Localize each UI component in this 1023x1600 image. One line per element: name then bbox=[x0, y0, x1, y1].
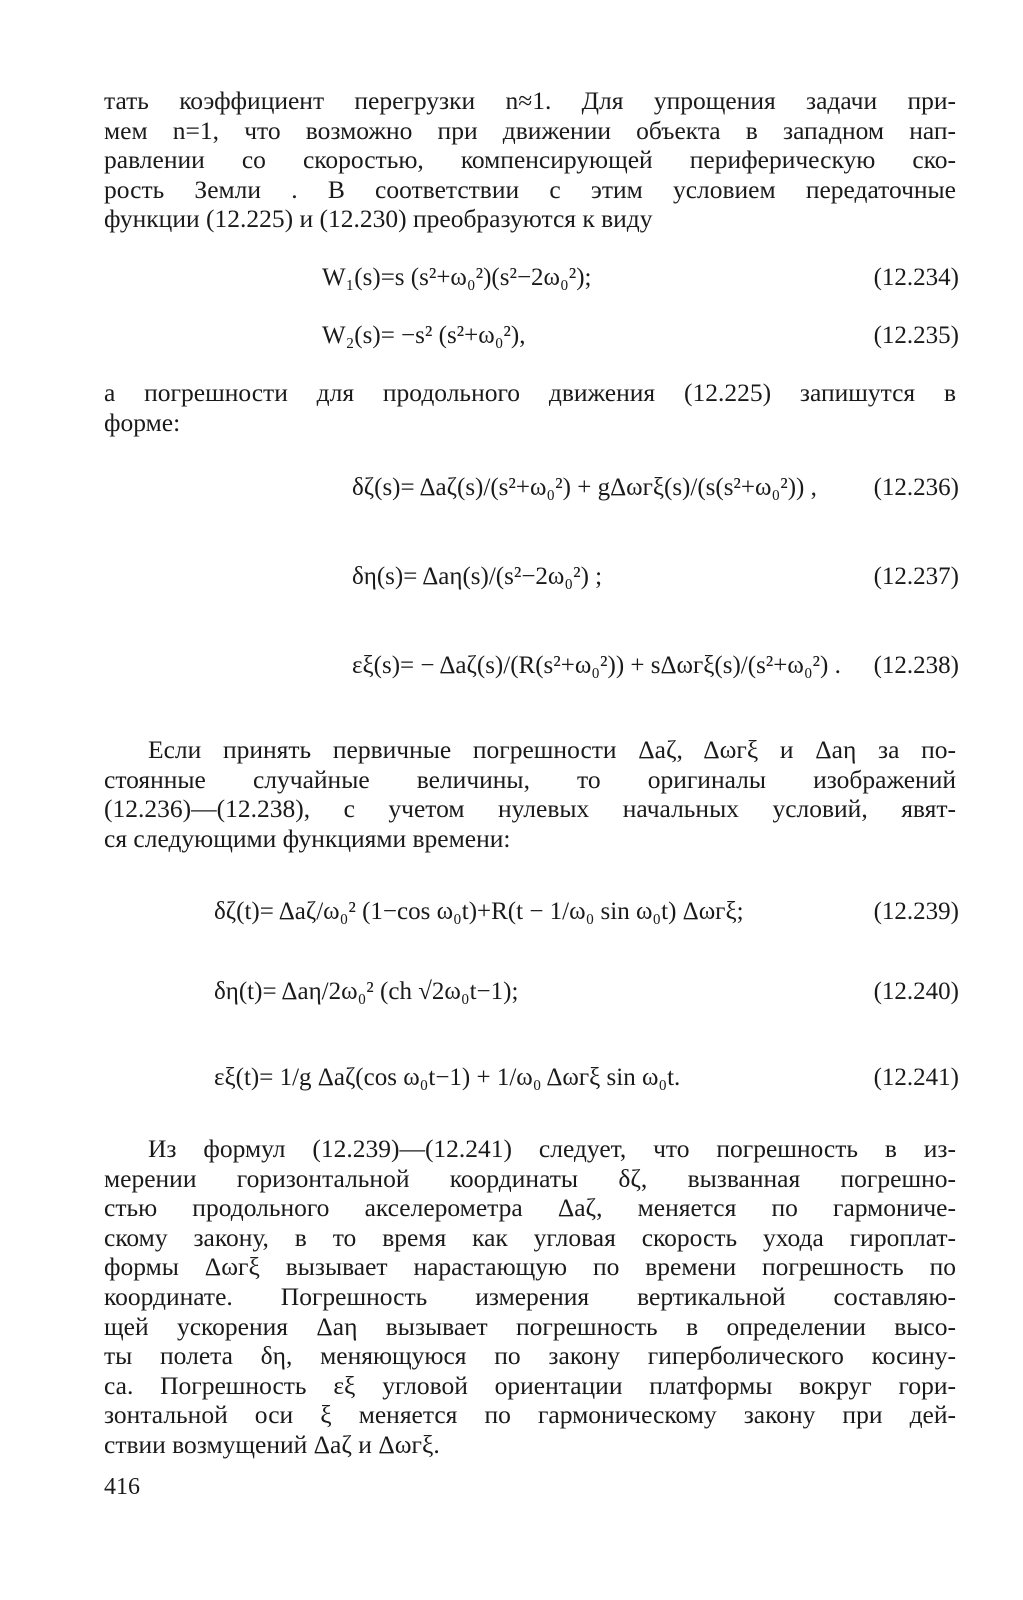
equation-12-237: δη(s)= Δaη(s)/(s²−2ω₀²) ; bbox=[352, 563, 603, 590]
text-line: координате. Погрешность измерения вертикальной составляю- bbox=[104, 1281, 956, 1311]
text-line: тать коэффициент перегрузки n≈1. Для упрощения задачи при- bbox=[104, 86, 956, 115]
text-line: щей ускорения Δaη вызывает погрешность в определении высо- bbox=[104, 1311, 956, 1341]
text-line: равлении со скоростью, компенсирующей периферическую ско- bbox=[104, 145, 956, 175]
equation-12-234: W₁(s)=s (s²+ω₀²)(s²−2ω₀²); bbox=[322, 264, 592, 291]
intro-paragraph bbox=[104, 86, 956, 234]
text-line: рость Земли . В соответствии с этим условием передаточные bbox=[104, 174, 956, 204]
equation-number: (12.239) bbox=[873, 898, 959, 925]
equation-12-236: δζ(s)= Δaζ(s)/(s²+ω₀²) + gΔωгξ(s)/(s(s²+ω₀²)) , bbox=[352, 474, 817, 501]
third-paragraph bbox=[104, 1134, 956, 1460]
text-line: са. Погрешность εξ угловой ориентации платформы вокруг гори- bbox=[104, 1370, 956, 1400]
text-line: мем n=1, что возможно при движении объекта в западном нап- bbox=[104, 115, 956, 145]
text-line: форме: bbox=[104, 407, 181, 437]
equation-number: (12.234) bbox=[873, 264, 959, 291]
equation-12-240: δη(t)= Δaη/2ω₀² (ch √2ω₀t−1); bbox=[214, 978, 519, 1005]
text-line: формы Δωгξ вызывает нарастающую по времени погрешность по bbox=[104, 1252, 956, 1282]
text-line: функции (12.225) и (12.230) преобразуются к виду bbox=[104, 204, 653, 234]
text-line: Из формул (12.239)—(12.241) следует, что погрешность в из- bbox=[148, 1134, 956, 1163]
equation-12-238: εξ(s)= − Δaζ(s)/(R(s²+ω₀²)) + sΔωгξ(s)/(s²+ω₀²) . bbox=[352, 652, 841, 679]
equation-12-239: δζ(t)= Δaζ/ω₀² (1−cos ω₀t)+R(t − 1/ω₀ sin ω₀t) Δωгξ; bbox=[214, 898, 744, 925]
text-line: ствии возмущений Δaζ и Δωгξ. bbox=[104, 1429, 440, 1459]
text-line: стоянные случайные величины, то оригиналы изображений bbox=[104, 764, 956, 794]
equation-number: (12.240) bbox=[873, 978, 959, 1005]
text-line: мерении горизонтальной координаты δζ, вызванная погрешно- bbox=[104, 1163, 956, 1193]
text-line: Если принять первичные погрешности Δaζ, Δωгξ и Δaη за по- bbox=[148, 735, 956, 764]
text-line: ся следующими функциями времени: bbox=[104, 823, 511, 853]
equation-12-241: εξ(t)= 1/g Δaζ(cos ω₀t−1) + 1/ω₀ Δωгξ sin ω₀t. bbox=[214, 1064, 681, 1091]
text-line: (12.236)—(12.238), с учетом нулевых начальных условий, явят- bbox=[104, 794, 956, 824]
equation-number: (12.237) bbox=[873, 563, 959, 590]
middle-paragraph bbox=[104, 378, 956, 437]
equation-12-235: W₂(s)= −s² (s²+ω₀²), bbox=[322, 322, 526, 349]
text-line: а погрешности для продольного движения (12.225) запишутся в bbox=[104, 378, 956, 407]
text-line: зонтальной оси ξ меняется по гармоническому закону при дей- bbox=[104, 1400, 956, 1430]
second-paragraph bbox=[104, 735, 956, 853]
equation-number: (12.236) bbox=[873, 474, 959, 501]
page-number: 416 bbox=[104, 1474, 140, 1500]
equation-number: (12.235) bbox=[873, 322, 959, 349]
equation-number: (12.241) bbox=[873, 1064, 959, 1091]
text-line: стью продольного акселерометра Δaζ, меняется по гармониче- bbox=[104, 1193, 956, 1223]
text-line: ты полета δη, меняющуюся по закону гиперболического косину- bbox=[104, 1341, 956, 1371]
equation-number: (12.238) bbox=[873, 652, 959, 679]
text-line: скому закону, в то время как угловая скорость ухода гироплат- bbox=[104, 1222, 956, 1252]
